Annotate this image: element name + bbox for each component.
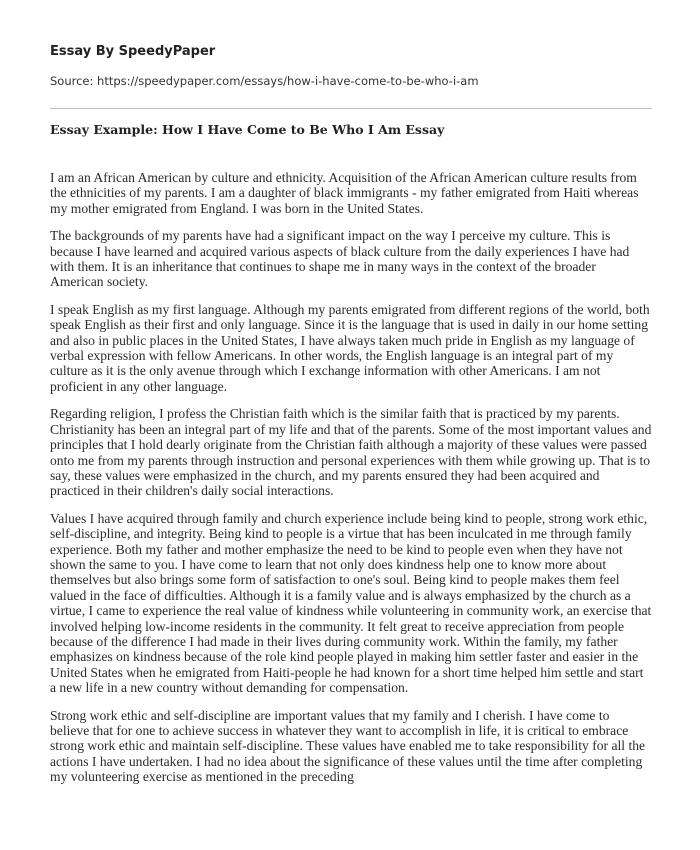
paragraph-4: Regarding religion, I profess the Christian faith which is the similar faith that is practiced by my parents. Christianity has been an integral part of my life and that of the parents. Some of the most important values and principles that I hold dearly originate from the Christian faith although a majority of these values were passed onto me from my parents through instruction and personal experiences with them while growing up. That is to say, these values were emphasized in the church, and my parents ensured they had been acquired and practiced in their children's daily social interactions. bbox=[50, 406, 652, 499]
essay-title: Essay Example: How I Have Come to Be Who I Am Essay bbox=[50, 122, 445, 137]
paragraph-2: The backgrounds of my parents have had a significant impact on the way I perceive my culture. This is because I have learned and acquired various aspects of black culture from the daily experiences I have had with them. It is an inheritance that continues to shape me in many ways in the context of the broader American society. bbox=[50, 228, 630, 290]
header-divider bbox=[50, 108, 652, 109]
source-link[interactable]: Source: https://speedypaper.com/essays/how-i-have-come-to-be-who-i-am bbox=[50, 74, 479, 88]
document-brand: Essay By SpeedyPaper bbox=[50, 44, 216, 59]
paragraph-6: Strong work ethic and self-discipline are important values that my family and I cherish. I have come to believe that for one to achieve success in whatever they want to accomplish in life, it is critical to embrace strong work ethic and maintain self-discipline. These values have enabled me to take responsibility for all the actions I have undertaken. I had no idea about the significance of these values until the time after completing my volunteering exercise as mentioned in the preceding bbox=[50, 707, 646, 785]
paragraph-3: I speak English as my first language. Although my parents emigrated from different regions of the world, both speak English as their first and only language. Since it is the language that is used in daily in our home setting and also in public places in the United States, I have always taken much pride in English as my language of verbal expression with fellow Americans. In other words, the English language is an integral part of my culture as it is the only avenue through which I exchange information with other Americans. I am not proficient in any other language. bbox=[50, 301, 650, 394]
essay-body bbox=[50, 170, 652, 797]
paragraph-1: I am an African American by culture and ethnicity. Acquisition of the African American culture results from the ethnicities of my parents. I am a daughter of black immigrants - my father emigrated from Haiti whereas my mother emigrated from England. I was born in the United States. bbox=[50, 170, 639, 216]
paragraph-5: Values I have acquired through family and church experience include being kind to people, strong work ethic, self-discipline, and integrity. Being kind to people is a virtue that has been inculcated in me through family experience. Both my father and mother emphasize the need to be kind to people even when they have not shown the same to you. I have come to learn that not only does kindness help one to know more about themselves but also brings some form of satisfaction to one's soul. Being kind to people makes them feel valued in the face of difficulties. Although it is a family value and is always emphasized by the church as a virtue, I came to experience the real value of kindness while volunteering in community work, an exercise that involved helping low-income residents in the community. It felt great to receive appreciation from people because of the difference I had made in their lives during community work. Within the family, my father emphasizes on kindness because of the role kind people played in making him settler faster and easier in the United States when he emigrated from Haiti-people he had known for a short time helped him settle and start a new life in a new country without demanding for compensation. bbox=[50, 510, 652, 696]
